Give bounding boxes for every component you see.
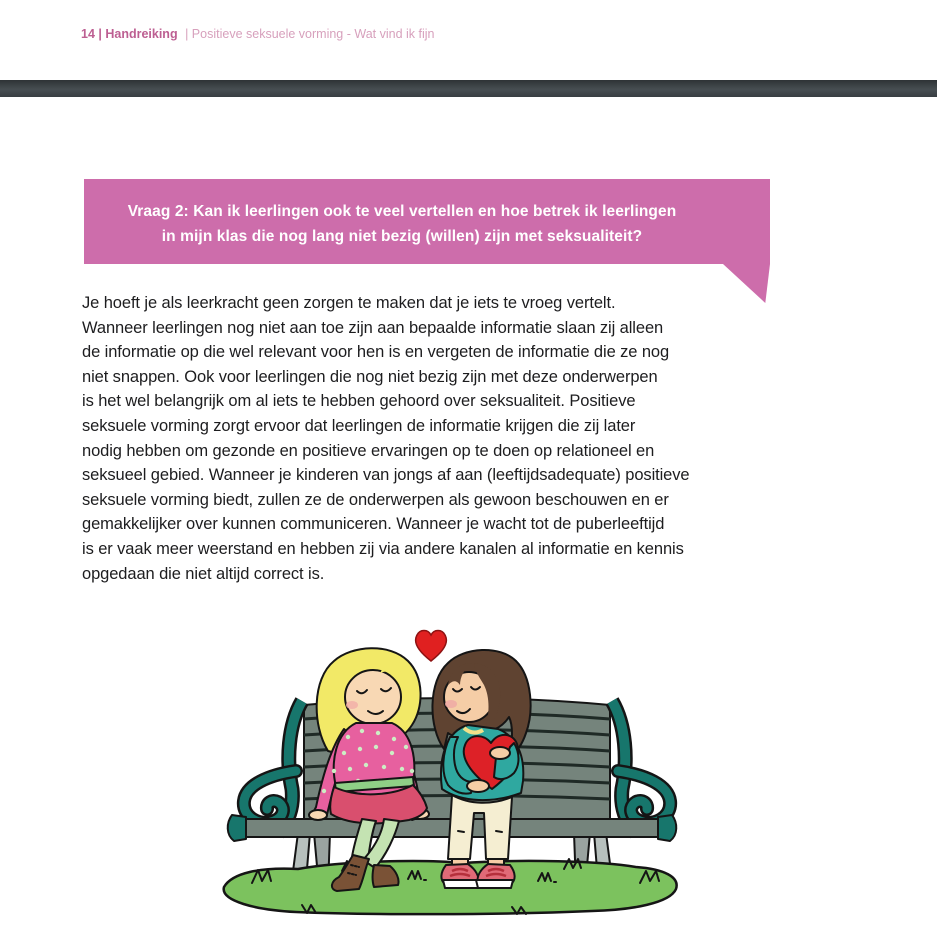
section-divider-bar <box>0 80 937 97</box>
body-line: seksuele vorming zorgt ervoor dat leerlingen de informatie krijgen die zij later <box>82 416 636 435</box>
question-line-2: in mijn klas die nog lang niet bezig (willen) zijn met seksualiteit? <box>161 227 643 245</box>
body-line: opgedaan die niet altijd correct is. <box>82 564 325 583</box>
bench-frame-left <box>244 701 302 833</box>
body-line: is het wel belangrijk om al iets te hebben gehoord over seksualiteit. Positieve <box>82 392 636 411</box>
heart-icon <box>416 631 447 662</box>
body-line: de informatie op die wel relevant voor hen is en vergeten de informatie die ze nog <box>82 343 670 362</box>
body-line: seksueel gebied. Wanneer je kinderen van jongs af aan (leeftijdsadequate) positieve <box>82 466 690 485</box>
body-paragraph <box>82 291 802 586</box>
question-banner-text <box>84 179 770 249</box>
body-line: is er vaak meer weerstand en hebben zij via andere kanalen al informatie en kennis <box>82 539 684 558</box>
page-header <box>81 27 434 42</box>
body-line: nodig hebben om gezonde en positieve ervaringen op te doen op relationeel en <box>82 441 655 460</box>
bench-frame-right <box>612 701 670 833</box>
body-line: Je hoeft je als leerkracht geen zorgen te maken dat je iets te vroeg vertelt. <box>82 294 616 312</box>
body-line: Wanneer leerlingen nog niet aan toe zijn aan bepaalde informatie slaan zij alleen <box>82 318 664 337</box>
header-subtitle: | Positieve seksuele vorming - Wat vind ik fijn <box>185 27 435 41</box>
question-line-1: Vraag 2: Kan ik leerlingen ook te veel vertellen en hoe betrek ik leerlingen <box>127 203 677 220</box>
girl-right <box>432 650 530 888</box>
body-line: seksuele vorming biedt, zullen ze de onderwerpen als gewoon beschouwen en er <box>82 490 669 509</box>
header-page-number-and-title: 14 | Handreiking <box>81 27 178 41</box>
illustration-two-girls-on-bench <box>212 621 692 921</box>
body-line: niet snappen. Ook voor leerlingen die nog niet bezig zijn met deze onderwerpen <box>82 367 658 386</box>
body-line: gemakkelijker over kunnen communiceren. Wanneer je wacht tot de puberleeftijd <box>82 515 665 534</box>
question-banner <box>84 179 770 264</box>
